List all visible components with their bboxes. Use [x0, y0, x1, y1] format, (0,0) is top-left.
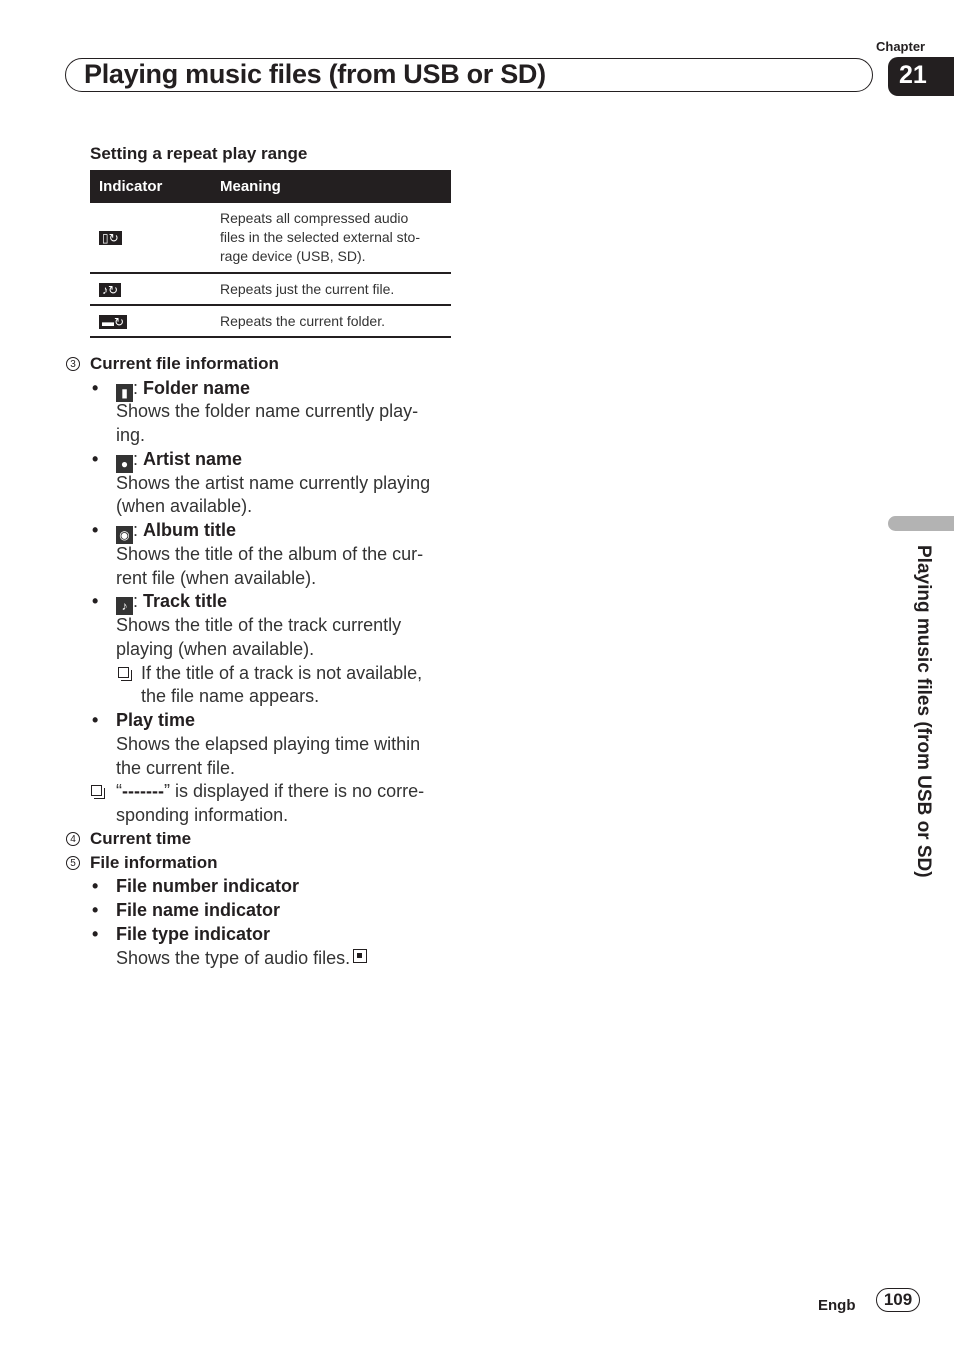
- track-icon: ♪: [116, 597, 133, 615]
- table-cell-meaning: Repeats all compressed audio files in the selected external sto- rage device (USB, SD).: [220, 210, 420, 264]
- play-time-desc-cont: the current file.: [116, 758, 236, 778]
- artist-icon: ●: [116, 455, 133, 473]
- folder-repeat-icon: ▬↻: [99, 315, 127, 329]
- bullet: •: [92, 449, 99, 469]
- album-title-label: Album title: [143, 520, 237, 540]
- note-icon: [91, 785, 102, 796]
- file-name-indicator-label: File name indicator: [116, 900, 281, 920]
- chapter-label: Chapter: [876, 39, 926, 54]
- column-header-meaning: Meaning: [209, 170, 451, 203]
- bullet: •: [92, 710, 99, 730]
- item5-heading: File information: [90, 853, 218, 872]
- page-number: 109: [876, 1288, 920, 1312]
- dashes-note: “-------” is displayed if there is no corre-: [116, 781, 425, 801]
- device-repeat-icon: ▯↻: [99, 231, 122, 245]
- artist-desc: Shows the artist name currently playing: [116, 473, 431, 493]
- language-code: Engb: [818, 1297, 856, 1314]
- track-note-cont: the file name appears.: [141, 686, 320, 706]
- table-cell-meaning: Repeats the current folder.: [209, 305, 451, 337]
- bullet: •: [92, 378, 99, 398]
- item-number-3: 3: [66, 357, 80, 371]
- album-desc: Shows the title of the album of the cur-: [116, 544, 424, 564]
- item3-heading: Current file information: [90, 354, 279, 373]
- note-icon: [118, 667, 129, 678]
- play-time-label: Play time: [116, 710, 196, 730]
- track-repeat-icon: ♪↻: [99, 283, 121, 297]
- bullet: •: [92, 876, 99, 896]
- item-number-4: 4: [66, 832, 80, 846]
- bullet: •: [92, 520, 99, 540]
- bullet: •: [92, 924, 99, 944]
- table-row: [90, 273, 451, 305]
- side-tab-marker: [888, 516, 954, 531]
- album-icon: ◉: [116, 526, 133, 544]
- bullet: •: [92, 591, 99, 611]
- folder-name-label: Folder name: [143, 378, 251, 398]
- artist-name-label: Artist name: [143, 449, 243, 469]
- bullet: •: [92, 900, 99, 920]
- item4-heading: Current time: [90, 829, 192, 848]
- chapter-number: 21: [888, 57, 954, 96]
- table-cell-meaning: Repeats just the current file.: [209, 273, 451, 305]
- side-tab-title: Playing music files (from USB or SD): [913, 545, 934, 878]
- table-header-row: [90, 170, 451, 203]
- artist-desc-cont: (when available).: [116, 496, 253, 516]
- dashes-note-cont: sponding information.: [116, 805, 289, 825]
- table-row: [90, 203, 451, 273]
- play-time-desc: Shows the elapsed playing time within: [116, 734, 421, 754]
- track-desc: Shows the title of the track currently: [116, 615, 402, 635]
- repeat-indicator-table: [90, 170, 451, 338]
- file-type-desc: Shows the type of audio files.: [116, 948, 351, 968]
- column-header-indicator: Indicator: [90, 170, 209, 203]
- file-number-indicator-label: File number indicator: [116, 876, 300, 896]
- album-desc-cont: rent file (when available).: [116, 568, 317, 588]
- repeat-section-heading: Setting a repeat play range: [90, 144, 308, 163]
- track-note: If the title of a track is not available,: [141, 663, 423, 683]
- track-title-label: Track title: [143, 591, 228, 611]
- page-title: Playing music files (from USB or SD): [84, 59, 546, 89]
- folder-desc-cont: ing.: [116, 425, 146, 445]
- end-mark-icon: [353, 949, 367, 963]
- file-type-indicator-label: File type indicator: [116, 924, 271, 944]
- folder-desc: Shows the folder name currently play-: [116, 401, 419, 421]
- folder-icon: ▮: [116, 384, 133, 402]
- item-number-5: 5: [66, 856, 80, 870]
- table-row: [90, 305, 451, 337]
- track-desc-cont: playing (when available).: [116, 639, 315, 659]
